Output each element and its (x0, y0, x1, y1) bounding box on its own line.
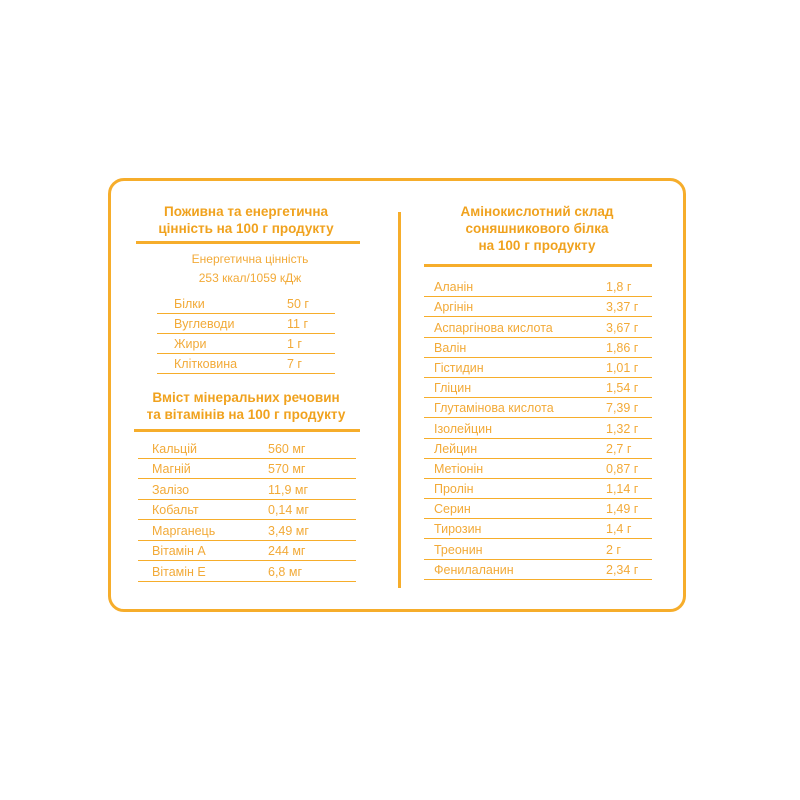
row-name: Аспаргінова кислота (434, 320, 553, 335)
amino-title-line2: соняшникового білка (465, 221, 609, 236)
table-row (157, 314, 335, 334)
nutrition-title-rule (136, 241, 360, 244)
row-name: Білки (174, 297, 205, 311)
table-row (138, 541, 356, 562)
row-name: Вуглеводи (174, 317, 235, 331)
table-row (138, 459, 356, 480)
table-row (424, 338, 652, 358)
table-row (138, 500, 356, 521)
table-row (157, 334, 335, 354)
row-value: 1,32 г (606, 421, 639, 436)
row-name: Треонин (434, 542, 483, 557)
energy-label: Енергетична цінність (191, 252, 309, 266)
minerals-title-rule (134, 429, 360, 432)
table-row (424, 479, 652, 499)
row-name: Гліцин (434, 381, 472, 396)
amino-table (424, 277, 652, 580)
row-name: Ізолейцин (434, 421, 493, 436)
amino-title-rule (424, 264, 652, 267)
row-value: 3,67 г (606, 320, 639, 335)
row-name: Серин (434, 502, 471, 517)
table-row (424, 398, 652, 418)
row-value: 11 г (287, 317, 309, 331)
table-row (424, 519, 652, 539)
row-value: 7 г (287, 357, 302, 371)
table-row (424, 560, 652, 580)
table-row (157, 354, 335, 374)
nutrition-title (128, 203, 364, 237)
table-row (424, 358, 652, 378)
table-row (424, 439, 652, 459)
row-name: Аланін (434, 280, 474, 295)
table-row (424, 297, 652, 317)
row-value: 1,14 г (606, 482, 639, 497)
row-value: 0,14 мг (268, 503, 309, 517)
nutrition-title-line1: Поживна та енергетична (163, 204, 328, 219)
row-value: 7,39 г (606, 401, 639, 416)
table-row (424, 378, 652, 398)
row-name: Метіонін (434, 461, 484, 476)
table-row (424, 539, 652, 559)
row-value: 560 мг (268, 441, 306, 456)
table-row (157, 294, 335, 314)
energy-amount: 253 ккал/1059 кДж (198, 271, 302, 285)
row-value: 2,7 г (606, 441, 632, 456)
row-name: Пролін (434, 482, 474, 497)
table-row (138, 561, 356, 582)
column-divider (398, 212, 401, 588)
row-value: 1,8 г (606, 280, 632, 295)
row-value: 1,86 г (606, 340, 639, 355)
minerals-title-line1: Вміст мінеральних речовин (152, 390, 340, 405)
row-name: Жири (174, 337, 207, 351)
row-value: 2,34 г (606, 562, 639, 577)
row-value: 50 г (287, 297, 309, 311)
table-row (424, 459, 652, 479)
row-name: Кальцій (152, 441, 197, 456)
row-value: 1,4 г (606, 522, 632, 537)
row-name: Вітамін А (152, 544, 206, 558)
row-value: 3,37 г (606, 300, 639, 315)
nutrition-title-line2: цінність на 100 г продукту (158, 221, 334, 236)
row-name: Глутамінова кислота (434, 401, 554, 416)
nutrition-table (157, 294, 335, 374)
table-row (424, 499, 652, 519)
row-name: Аргінін (434, 300, 474, 315)
row-name: Валін (434, 340, 467, 355)
minerals-title-line2: та вітамінів на 100 г продукту (146, 407, 346, 422)
row-value: 1,54 г (606, 381, 639, 396)
table-row (424, 277, 652, 297)
row-value: 1,01 г (606, 360, 639, 375)
row-name: Клітковина (174, 357, 238, 371)
row-value: 570 мг (268, 462, 306, 476)
row-name: Залізо (152, 482, 190, 497)
row-value: 0,87 г (606, 461, 639, 476)
row-value: 2 г (606, 542, 621, 557)
minerals-title (118, 389, 374, 423)
energy-value (150, 250, 350, 288)
row-name: Магній (152, 462, 191, 476)
row-value: 1,49 г (606, 502, 639, 517)
row-name: Фенилаланин (434, 562, 514, 577)
table-row (138, 520, 356, 541)
amino-title-line3: на 100 г продукту (478, 238, 596, 253)
row-value: 244 мг (268, 544, 306, 558)
row-name: Гістидин (434, 360, 484, 375)
table-row (138, 479, 356, 500)
row-name: Кобальт (152, 503, 199, 517)
minerals-table (138, 438, 356, 582)
row-name: Вітамін Е (152, 564, 206, 579)
amino-title-line1: Амінокислотний склад (460, 204, 614, 219)
row-name: Марганець (152, 523, 216, 538)
table-row (424, 317, 652, 337)
table-row (424, 418, 652, 438)
table-row (138, 438, 356, 459)
row-name: Тирозин (434, 522, 482, 537)
row-value: 6,8 мг (268, 564, 303, 579)
row-value: 1 г (287, 337, 302, 351)
row-value: 11,9 мг (268, 482, 309, 497)
row-name: Лейцин (434, 441, 478, 456)
amino-title (412, 203, 662, 254)
row-value: 3,49 мг (268, 523, 309, 538)
